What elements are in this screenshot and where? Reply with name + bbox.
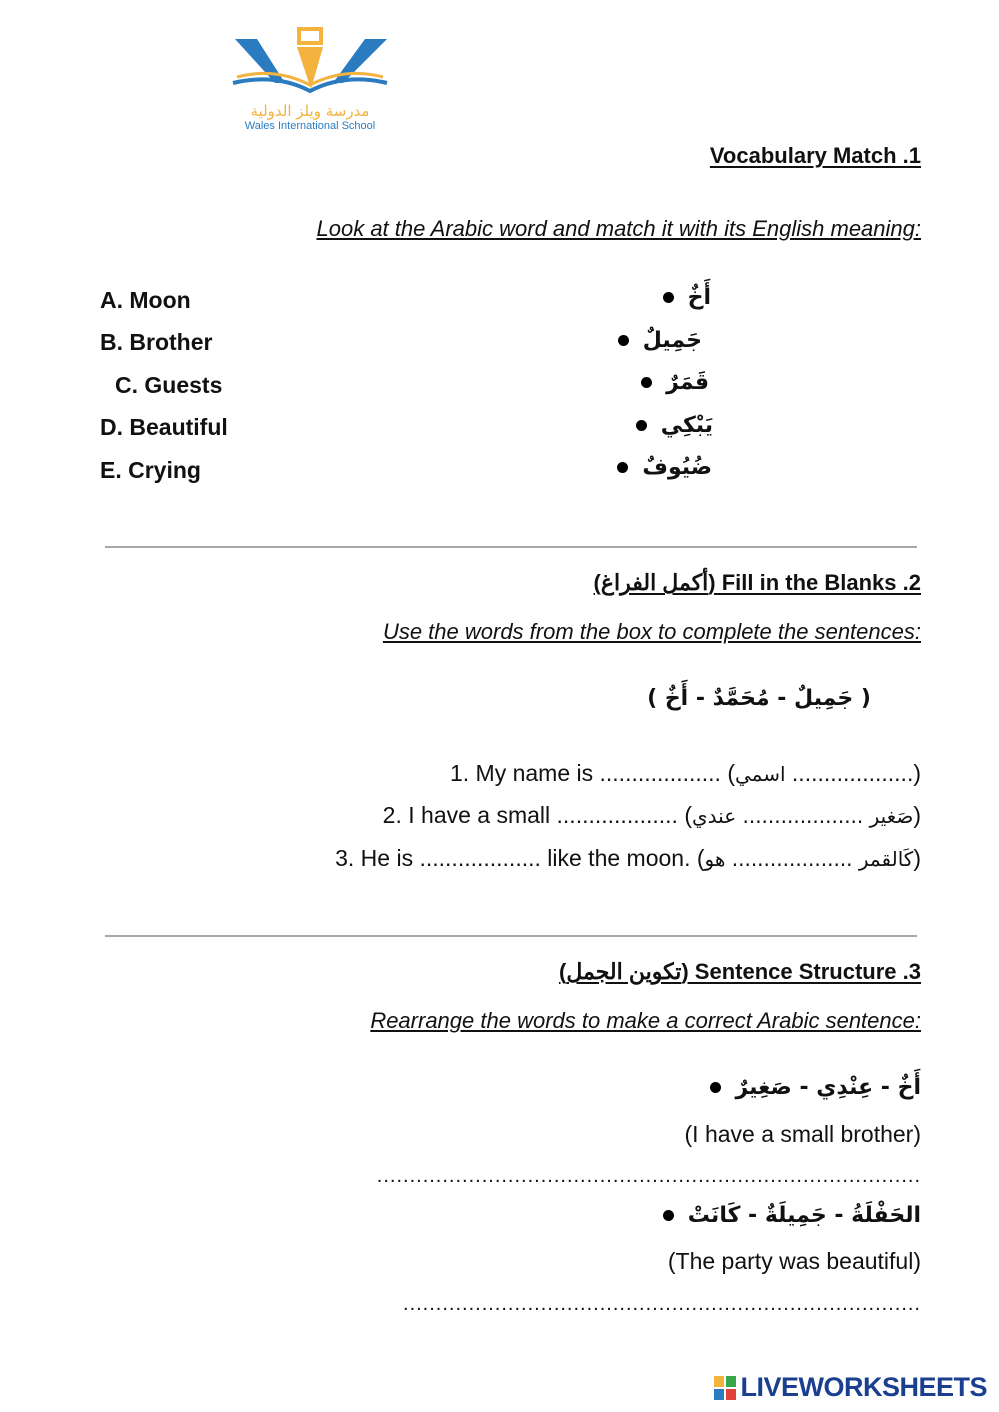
bullet-icon (617, 462, 628, 473)
arabic-word-text: ضُيُوفٌ (642, 455, 712, 480)
section3-title: (تكوين الجمل) Sentence Structure .3 (559, 959, 921, 984)
rearrange-words: الحَفْلَةُ - جَمِيلَةٌ - كَانَتْ (687, 1203, 921, 1228)
section1-title: Vocabulary Match .1 (709, 143, 921, 168)
arabic-word-5 (617, 455, 712, 480)
sentence-arabic: اسمي (734, 762, 786, 786)
bullet-icon (710, 1082, 721, 1093)
logo-emblem-icon (215, 25, 405, 97)
divider (105, 546, 917, 548)
school-logo (215, 25, 405, 135)
fill-sentence-1 (450, 760, 921, 787)
section2-title: (أكمل الفراغ) Fill in the Blanks .2 (593, 570, 921, 595)
answer-line-1[interactable]: ................................................................................... (376, 1165, 921, 1187)
arabic-word-text: يَبْكِي (660, 413, 713, 438)
sentence-blank: ...................) (785, 760, 921, 786)
word-box: ( جَمِيلٌ - مُحَمَّدٌ - أَخٌ ) (647, 686, 871, 711)
sentence-english: 1. My name is ................... ( (449, 760, 735, 786)
sentence-english: 3. He is ................... like the moon. ( (335, 845, 705, 871)
liveworksheets-brand: LIVEWORKSHEETS (740, 1372, 987, 1402)
fill-sentence-2 (383, 802, 921, 829)
section2-instruction: Use the words from the box to complete the sentences: (382, 619, 921, 644)
sentence-blank: ) (913, 802, 921, 828)
arabic-word-text: جَمِيلٌ (642, 328, 702, 353)
english-option-d: D. Beautiful (100, 414, 228, 440)
english-option-e: E. Crying (100, 457, 201, 483)
rearrange-words: أَخٌ - عِنْدِي - صَغِيرٌ (735, 1075, 921, 1100)
translation-1: (I have a small brother) (684, 1121, 921, 1147)
bullet-icon (663, 1210, 674, 1221)
english-option-b: B. Brother (100, 329, 213, 355)
section1-instruction: Look at the Arabic word and match it with its English meaning: (316, 216, 921, 241)
logo-arabic-name: مدرسة ويلز الدولية (250, 102, 370, 120)
translation-2: (The party was beautiful) (667, 1248, 921, 1274)
logo-english-name: Wales International School (244, 120, 376, 132)
arabic-word-text: قَمَرٌ (666, 370, 709, 395)
bullet-icon (618, 335, 629, 346)
section3-instruction: Rearrange the words to make a correct Arabic sentence: (370, 1008, 921, 1033)
fill-sentence-3 (335, 845, 921, 872)
answer-line-2[interactable]: ............................................................................... (403, 1293, 921, 1315)
divider (105, 935, 917, 937)
arabic-word-4 (636, 413, 713, 438)
sentence-arabic: كَالقمر ................... هو (704, 847, 914, 871)
rearrange-item-2 (663, 1203, 921, 1228)
rearrange-item-1 (710, 1075, 921, 1100)
arabic-word-1 (663, 285, 711, 310)
arabic-word-2 (618, 328, 702, 353)
sentence-arabic: صَغير ................... عندي (692, 804, 914, 828)
bullet-icon (636, 420, 647, 431)
liveworksheets-logo (714, 1372, 987, 1403)
bullet-icon (663, 292, 674, 303)
english-option-a: A. Moon (100, 287, 191, 313)
sentence-blank: ) (913, 845, 921, 871)
sentence-english: 2. I have a small ................... ( (382, 802, 692, 828)
arabic-word-text: أَخٌ (687, 285, 711, 310)
arabic-word-3 (641, 370, 709, 395)
liveworksheets-icon (714, 1376, 736, 1400)
bullet-icon (641, 377, 652, 388)
english-option-c: C. Guests (115, 372, 223, 398)
